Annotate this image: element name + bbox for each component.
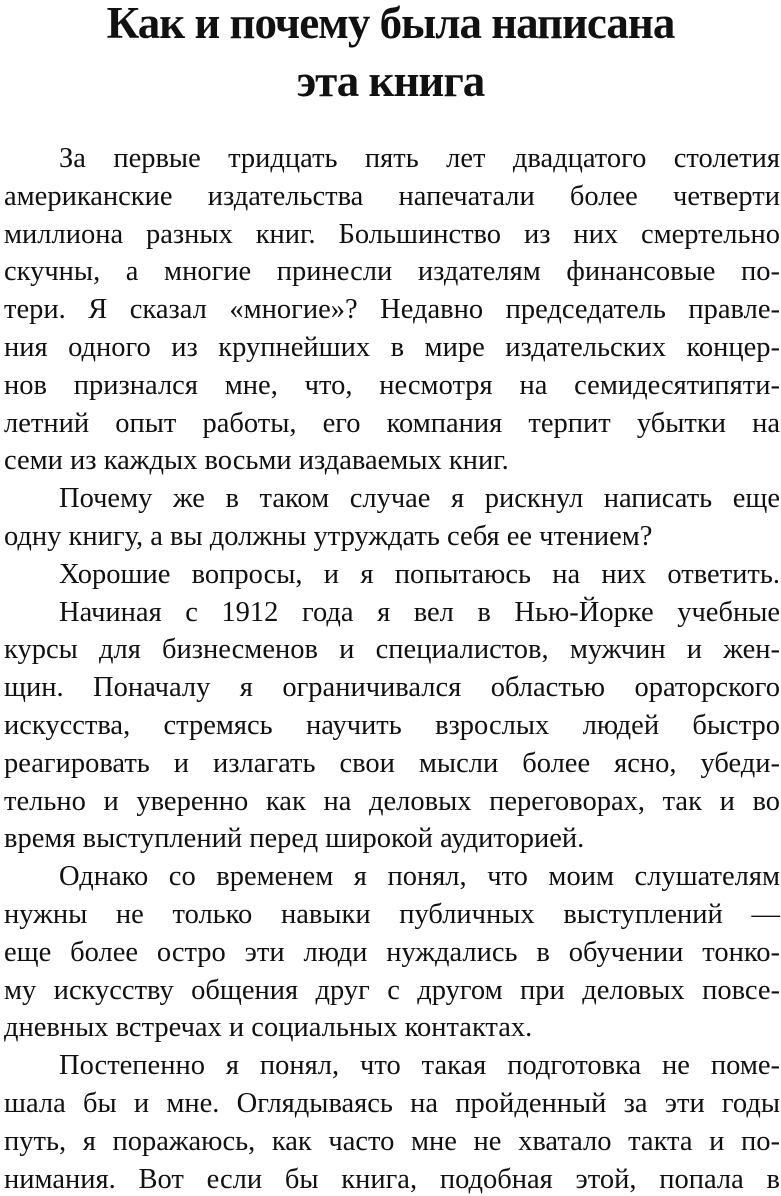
text-line: скучны, а многие принесли издателям финансовые по-: [4, 256, 780, 288]
text-line: Постепенно я понял, что такая подготовка не поме-: [59, 1050, 780, 1082]
text-line: нужны не только навыки публичных выступлений —: [4, 898, 780, 930]
text-line: му искусству общения друг с другом при деловых повсе-: [4, 974, 780, 1006]
text-line: Начиная с 1912 года я вел в Нью-Йорке учебные: [59, 596, 780, 628]
text-line: дневных встречах и социальных контактах.: [4, 1012, 533, 1044]
text-line: нимания. Вот если бы книга, подобная этой, попала в: [4, 1163, 780, 1195]
text-line: семи из каждых восьми издаваемых книг.: [4, 445, 509, 477]
text-line: искусства, стремясь научить взрослых людей быстро: [4, 709, 780, 741]
text-line: реагировать и излагать свои мысли более ясно, убеди-: [4, 747, 780, 779]
text-line: еще более остро эти люди нуждались в обучении тонко-: [4, 936, 780, 968]
chapter-title-line-2: эта книга: [296, 56, 485, 106]
text-line: шала бы и мне. Оглядываясь на пройденный за эти годы: [4, 1087, 780, 1119]
text-line: тери. Я сказал «многие»? Недавно председатель правле-: [4, 294, 780, 326]
text-line: За первые тридцать пять лет двадцатого столетия: [59, 143, 780, 174]
text-line: время выступлений перед широкой аудиторией.: [4, 823, 585, 855]
text-line: одну книгу, а вы должны утруждать себя ее чтением?: [4, 520, 653, 552]
chapter-title-line-1: Как и почему была написана: [106, 0, 675, 48]
text-line: американские издательства напечатали более четверти: [4, 180, 780, 212]
text-line: щин. Поначалу я ограничивался областью ораторского: [4, 672, 780, 704]
text-line: нов признался мне, что, несмотря на семидесятипяти-: [4, 369, 780, 401]
text-line: Однако со временем я понял, что моим слушателям: [59, 861, 780, 893]
chapter-body: [4, 140, 780, 1196]
text-line: курсы для бизнесменов и специалистов, мужчин и жен-: [4, 634, 780, 666]
text-line: Хорошие вопросы, и я попытаюсь на них ответить.: [59, 558, 780, 590]
text-line: летний опыт работы, его компания терпит убытки на: [4, 407, 780, 439]
text-line: путь, я поражаюсь, как часто мне не хватало такта и по-: [4, 1125, 780, 1157]
text-line: тельно и уверенно как на деловых переговорах, так и во: [4, 785, 780, 817]
text-line: миллиона разных книг. Большинство из них смертельно: [4, 218, 780, 250]
text-line: Почему же в таком случае я рискнул написать еще: [59, 483, 780, 515]
text-line: ния одного из крупнейших в мире издательских концер-: [4, 331, 780, 363]
